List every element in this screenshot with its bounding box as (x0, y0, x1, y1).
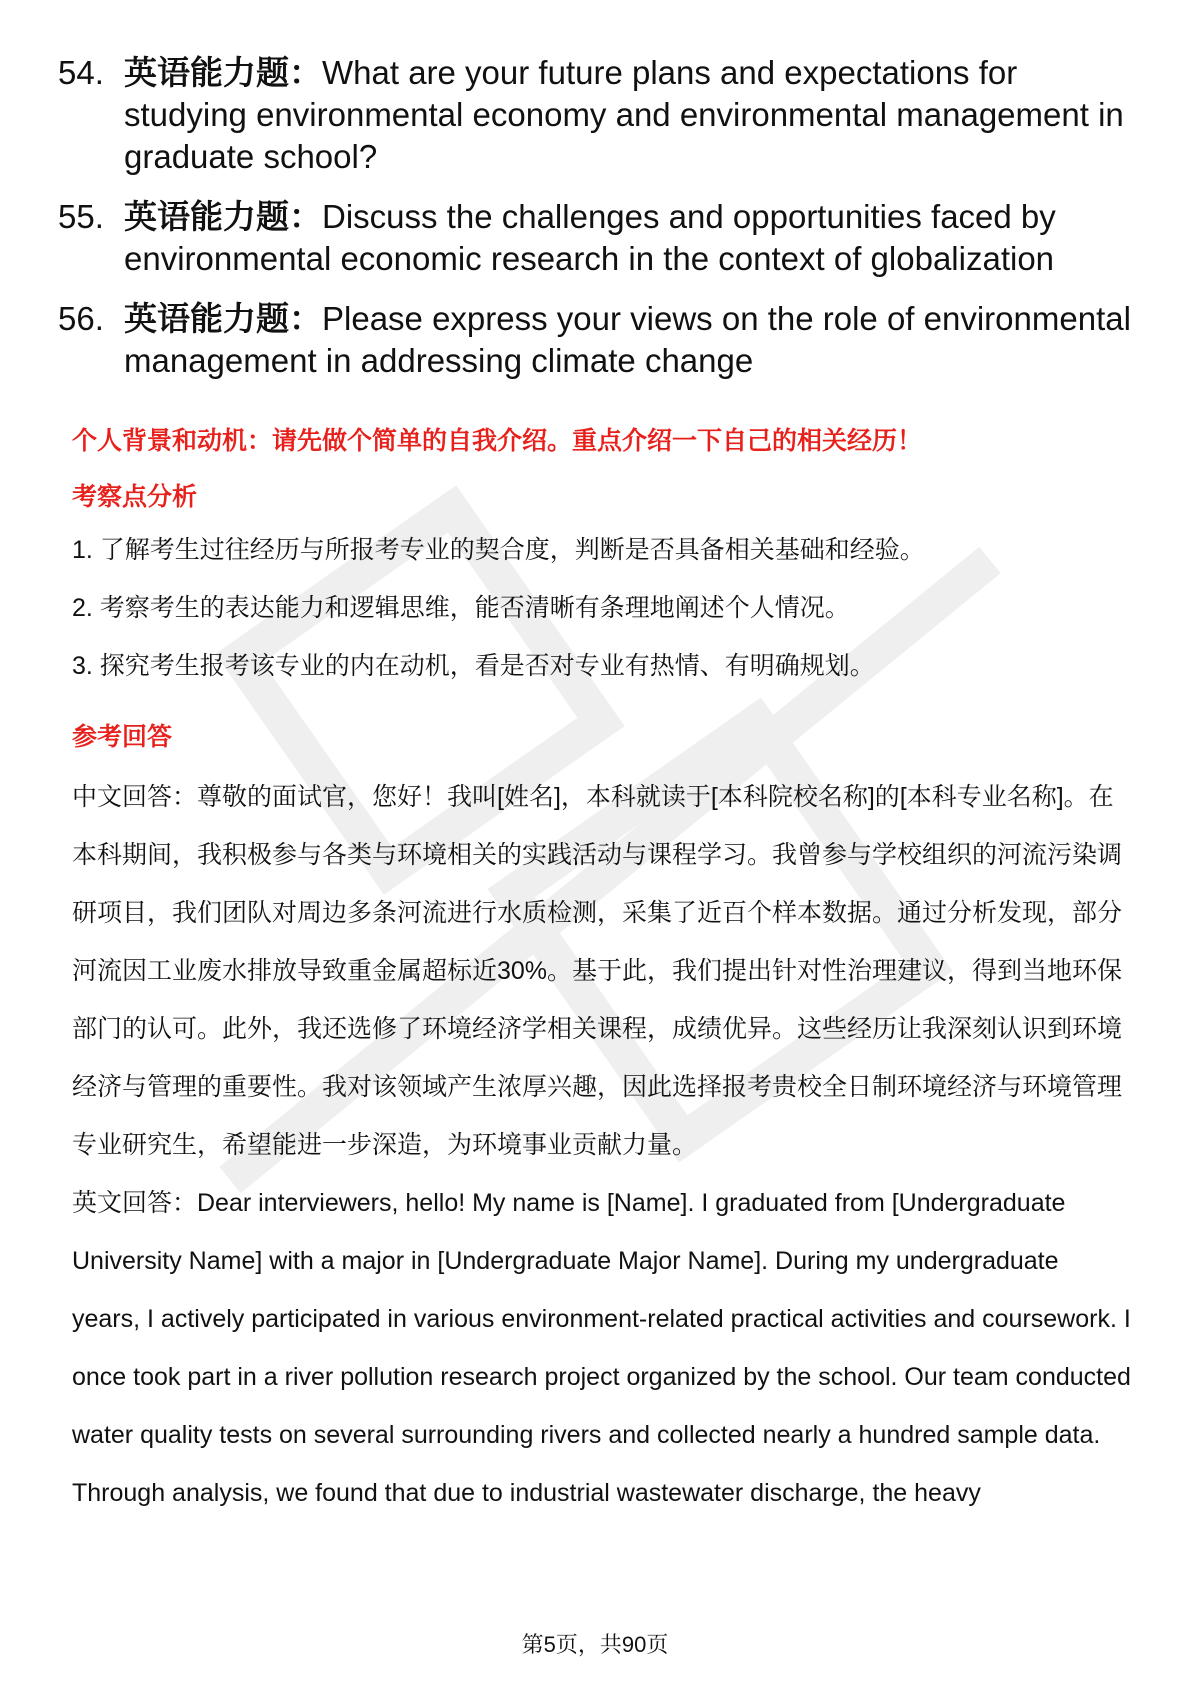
question-text: Discuss the challenges and opportunities faced by environmental economic research in the context of globalization (124, 198, 1056, 277)
reference-answer (72, 768, 1132, 1522)
question-text: What are your future plans and expectations for studying environmental economy and environmental management in graduate school? (124, 54, 1124, 175)
question-text: Please express your views on the role of environmental management in addressing climate change (124, 300, 1131, 379)
question-label: 英语能力题： (124, 198, 322, 235)
question-item (58, 52, 1138, 178)
english-answer: 英文回答：Dear interviewers, hello! My name is [Name]. I graduated from [Undergraduate University Name] with a major in [Undergraduate Major Name]. During my undergraduate years, I actively participated in various environment-related practical activities and coursework. I once took part in a river pollution research project organized by the school. Our team conducted water quality tests on several surrounding rivers and collected nearly a hundred sample data. Through analysis, we found that due to industrial wastewater discharge, the heavy (72, 1189, 1131, 1507)
question-body (124, 196, 1138, 280)
question-item (58, 196, 1138, 280)
question-number: 56. (58, 300, 104, 337)
question-item (58, 298, 1138, 382)
chinese-answer: 中文回答：尊敬的面试官，您好！我叫[姓名]，本科就读于[本科院校名称]的[本科专业名称]。在本科期间，我积极参与各类与环境相关的实践活动与课程学习。我曾参与学校组织的河流污染调研项目，我们团队对周边多条河流进行水质检测，采集了近百个样本数据。通过分析发现，部分河流因工业废水排放导致重金属超标近30%。基于此，我们提出针对性治理建议，得到当地环保部门的认可。此外，我还选修了环境经济学相关课程，成绩优异。这些经历让我深刻认识到环境经济与管理的重要性。我对该领域产生浓厚兴趣，因此选择报考贵校全日制环境经济与环境管理专业研究生，希望能进一步深造，为环境事业贡献力量。 (72, 783, 1123, 1159)
question-label: 英语能力题： (124, 54, 322, 91)
question-body (124, 298, 1138, 382)
analysis-point: 2. 考察考生的表达能力和逻辑思维，能否清晰有条理地阐述个人情况。 (72, 594, 850, 622)
question-list (58, 52, 1138, 400)
question-number: 54. (58, 54, 104, 91)
analysis-points (72, 532, 1132, 706)
question-number: 55. (58, 198, 104, 235)
question-body (124, 52, 1138, 178)
section-heading: 个人背景和动机：请先做个简单的自我介绍。重点介绍一下自己的相关经历！ (72, 427, 923, 455)
analysis-point: 3. 探究考生报考该专业的内在动机，看是否对专业有热情、有明确规划。 (72, 652, 875, 680)
question-label: 英语能力题： (124, 300, 322, 337)
analysis-point: 1. 了解考生过往经历与所报考专业的契合度，判断是否具备相关基础和经验。 (72, 536, 925, 564)
page-footer: 第5页，共90页 (521, 1632, 669, 1657)
analysis-title: 考察点分析 (72, 483, 198, 511)
reference-title: 参考回答 (72, 723, 173, 751)
